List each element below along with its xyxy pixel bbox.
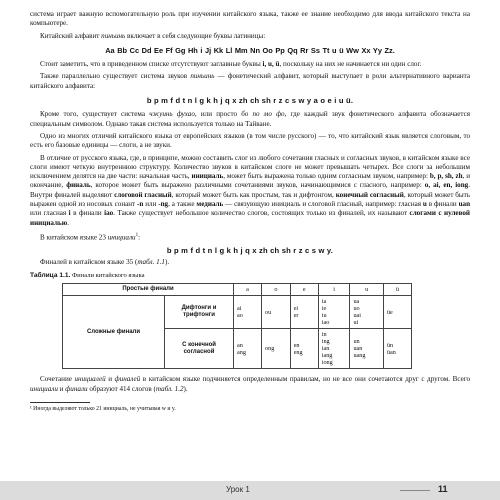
term: финаль <box>66 181 91 190</box>
final: üan <box>386 348 396 356</box>
page-footer <box>0 481 500 500</box>
table-caption <box>30 271 470 280</box>
term: медиаль <box>196 200 224 209</box>
term: -ng <box>158 200 169 209</box>
table-cell <box>383 329 411 369</box>
text: , которое может быть выражено различными сочетаниями звуков, начинающимися с гласного, например: <box>90 181 425 190</box>
text: Финалей в китайском языке 35 ( <box>40 257 138 266</box>
term: b, p, sh, zh <box>429 172 463 181</box>
final: ua <box>353 298 360 306</box>
text: , где каждый звук фонетического алфавита обозначается специальным символом. Однако такая система используется только на Тайване. <box>30 110 471 128</box>
final: iao <box>321 319 330 327</box>
term: слоговой гласный <box>114 190 172 199</box>
final: ou <box>265 308 272 316</box>
footnote: ¹ Иногда выделяют только 21 инициаль, не учитывая w и y. <box>30 406 176 413</box>
text: Китайский алфавит <box>40 31 102 40</box>
term: инициали <box>107 233 136 242</box>
term: инициалей <box>74 375 106 384</box>
final: en <box>293 341 300 349</box>
final: ün <box>386 341 394 349</box>
text: : <box>138 233 141 242</box>
table-cell <box>383 296 411 329</box>
term: iao <box>104 209 114 218</box>
text: , или просто <box>194 110 242 119</box>
paragraph <box>30 32 470 41</box>
table-cell: ü <box>383 284 411 296</box>
final: ai <box>237 305 242 313</box>
term: u <box>422 200 427 209</box>
table-title: Финали китайского языка <box>70 272 145 280</box>
paragraph <box>30 375 470 394</box>
footnote-separator <box>30 402 90 403</box>
text: , поскольку на них не начинается ни один слог. <box>279 60 422 69</box>
text: Кроме того, существует система <box>40 110 150 119</box>
text: ). <box>183 384 188 393</box>
final: uo <box>353 305 360 313</box>
table-cell: u <box>350 284 383 296</box>
text: , и окончание, <box>30 172 471 190</box>
text: в китайском языке подчиняется определенным правилам, но не все они сочетаются друг с другом. Всего <box>140 375 470 384</box>
table-cell <box>262 296 291 329</box>
table-cell <box>318 296 350 329</box>
final: ia <box>321 298 327 306</box>
text: включает в себя следующие буквы латиницы: <box>125 31 266 40</box>
lesson-label: Урок 1 <box>226 485 250 494</box>
latin-letters: Aa Bb Cc Dd Ee Ff Gg Hh i Jj Kk Ll Mm Nn Oo Pp Qq Rr Ss Tt u ü Ww Xx Yy Zz. <box>105 45 395 55</box>
text: образуют 414 слогов ( <box>87 384 156 393</box>
page-number: 11 <box>438 484 448 494</box>
text: в финали <box>70 209 105 218</box>
table-cell <box>262 329 291 369</box>
final: ie <box>321 305 327 313</box>
nasal-finals-label: С конечной согласной <box>165 329 234 369</box>
text: Стоит заметить, что в приведенном списке отсутствуют заглавные буквы <box>40 60 263 69</box>
table-row <box>63 296 412 329</box>
term: i <box>68 209 71 218</box>
text: — связующую инициаль и слоговой гласный, например: гласная <box>223 200 423 209</box>
term: пиньинь <box>101 31 126 40</box>
table-ref: табл. 1.2 <box>155 384 184 393</box>
table-cell <box>318 329 350 369</box>
initials-list: b p m f d t n l g k h j q x zh ch sh r z c s w y. <box>166 245 334 255</box>
term: финалей <box>114 375 141 384</box>
text: , а также <box>168 200 197 209</box>
final: ian <box>321 345 330 353</box>
final: eng <box>293 348 303 356</box>
text: Сочетание <box>40 375 75 384</box>
page-content <box>30 10 470 414</box>
table-ref: табл. 1.1 <box>137 257 165 266</box>
term: -n <box>137 200 144 209</box>
final: ei <box>293 305 299 313</box>
text: . Внутри финалей выделяют <box>30 181 470 199</box>
table-number: Таблица 1.1. <box>30 272 71 280</box>
term: слогами с нулевой инициалью <box>30 209 471 227</box>
final: uan <box>353 345 363 353</box>
term: o, ai, en, iong <box>424 181 469 190</box>
term: бо по мо фо <box>241 110 285 119</box>
final: uai <box>353 312 361 320</box>
text: , который может быть как простым, так и дифтонгом, <box>171 190 336 199</box>
footer-divider <box>400 490 430 491</box>
term: конечный согласный <box>335 190 404 199</box>
final: iu <box>321 312 327 320</box>
final: ao <box>237 312 243 320</box>
term: чжуинь фухао <box>149 110 195 119</box>
pinyin-alphabet: b p m f d t n l g k h j q x zh ch sh r z c s w y a o e i u ü. <box>146 96 354 106</box>
table-cell <box>290 296 318 329</box>
final: üe <box>386 308 393 316</box>
term: инициали <box>30 384 58 393</box>
paragraph <box>30 154 470 228</box>
term: uan <box>458 200 471 209</box>
table-cell <box>350 296 383 329</box>
table-cell <box>234 329 262 369</box>
paragraph: система играет важную вспомогательную роль при изучении китайского языка, также ее знание необходимо для ввода китайского текста на компьютере. <box>30 10 470 28</box>
text: — фонетический алфавит, который выступает в роли альтернативного варианта китайского алфавита: <box>30 72 470 90</box>
text: или гласная <box>30 209 69 218</box>
final: ui <box>353 319 359 327</box>
text: и <box>57 384 66 393</box>
text: В китайском языке 23 <box>40 233 108 242</box>
paragraph <box>30 110 470 129</box>
table-cell <box>290 329 318 369</box>
final: ang <box>237 348 246 356</box>
diphthongs-label: Дифтонги и трифтонги <box>165 296 234 329</box>
final: ing <box>321 338 330 346</box>
text: , может быть выражена только одним согласным звуком, например: <box>223 172 430 181</box>
final: in <box>321 331 327 339</box>
paragraph <box>30 258 470 267</box>
text: . Также существует небольшое количество слогов, состоящих только из финалей, их называют <box>113 209 410 218</box>
text: , который может быть выражен одной из носовых сонант <box>30 190 471 209</box>
text: в финали <box>426 200 459 209</box>
table-cell <box>234 296 262 329</box>
term: инициаль <box>191 172 224 181</box>
complex-finals-label: Сложные финали <box>63 296 165 369</box>
final: an <box>237 341 243 349</box>
text: . <box>67 218 69 227</box>
table-cell: e <box>290 284 318 296</box>
term: пиньинь <box>190 72 215 81</box>
final: iong <box>321 359 333 367</box>
text: В отличие от русского языка, где, в принципе, можно составить слог из любого сочетания гласных и согласных звуков, в китайском языке все слоги имеют четкую внутреннюю структуру. Количество звуков в китайском слоге не может превышать четырех. Все слоги за небольшим исключением делятся на две части: начальная часть, <box>30 153 470 181</box>
paragraph <box>30 231 470 243</box>
text: или <box>143 200 159 209</box>
final: un <box>353 338 360 346</box>
table-cell: a <box>234 284 262 296</box>
term: i, u, ü <box>262 60 280 69</box>
text: Также параллельно существует система звуков <box>40 72 191 81</box>
finals-table <box>62 283 412 369</box>
final: uang <box>353 352 366 360</box>
table-cell: o <box>262 284 291 296</box>
table-row <box>63 284 412 296</box>
paragraph <box>30 72 470 91</box>
simple-finals-label: Простые финали <box>63 284 234 296</box>
table-cell <box>350 329 383 369</box>
final: iang <box>321 352 333 360</box>
footnote-ref: 1 <box>135 232 139 238</box>
text: и <box>105 375 115 384</box>
table-cell: i <box>318 284 350 296</box>
final: er <box>293 312 299 320</box>
paragraph <box>30 60 470 69</box>
paragraph: Одно из многих отличий китайского языка от европейских языков (в том числе русского) — то, что китайский язык является слоговым, то есть его базовые единицы — слоги, а не звуки. <box>30 131 470 150</box>
text: ). <box>164 257 170 266</box>
term: финали <box>65 384 88 393</box>
final: ong <box>265 345 275 353</box>
